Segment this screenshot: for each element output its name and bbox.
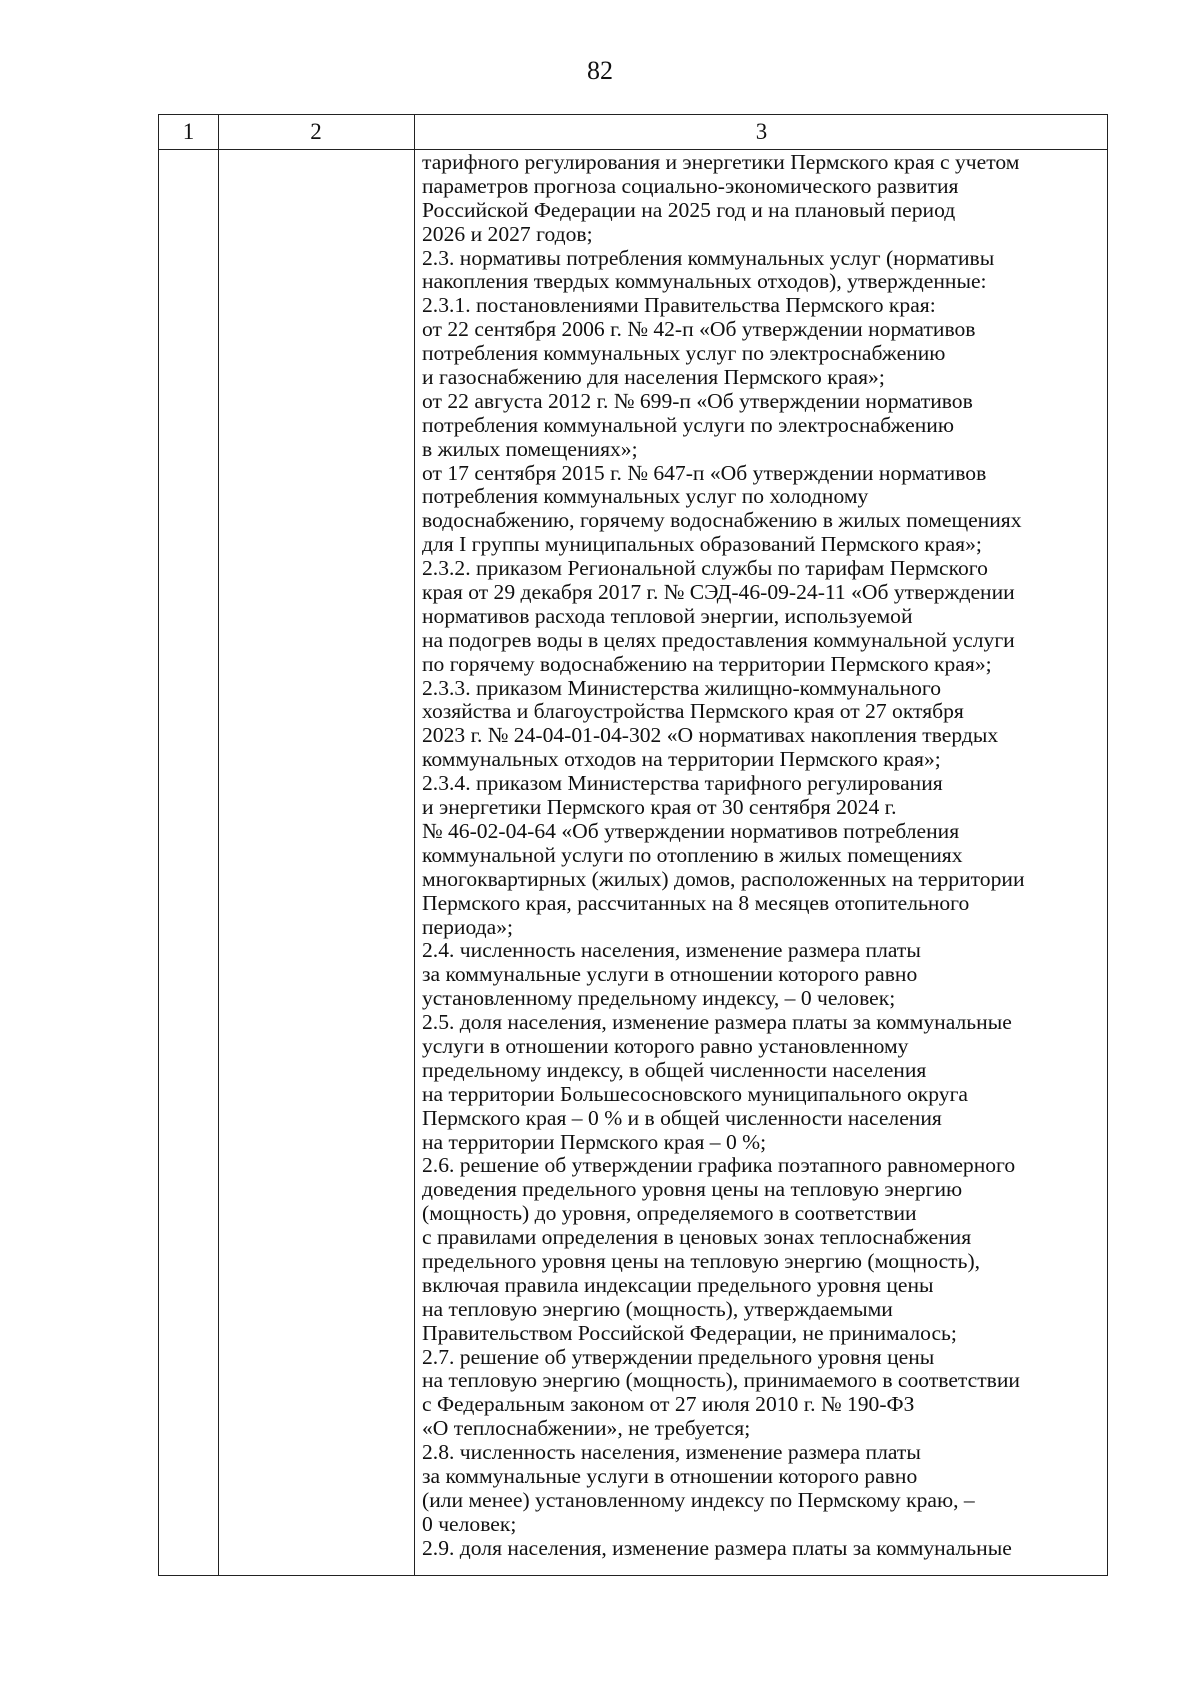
text-line: «О теплоснабжении», не требуется; (422, 1417, 751, 1441)
text-line: и газоснабжению для населения Пермского края»; (422, 366, 885, 390)
text-line: параметров прогноза социально-экономического развития (422, 174, 959, 198)
text-line: 2.8. численность населения, изменение размера платы (422, 1441, 921, 1465)
text-line: 2.7. решение об утверждении предельного уровня цены (422, 1345, 935, 1369)
text-line: на подогрев воды в целях предоставления коммунальной услуги (422, 628, 1015, 652)
text-line: доведения предельного уровня цены на тепловую энергию (422, 1178, 963, 1202)
text-line: на тепловую энергию (мощность), принимаемого в соответствии (422, 1369, 1020, 1393)
text-line: Российской Федерации на 2025 год и на плановый период (422, 198, 956, 222)
text-line: хозяйства и благоустройства Пермского края от 27 октября (422, 700, 964, 724)
text-line: предельного уровня цены на тепловую энергию (мощность), (422, 1249, 981, 1273)
column-header-2: 2 (310, 119, 322, 144)
text-line: 2.6. решение об утверждении графика поэтапного равномерного (422, 1154, 1016, 1178)
text-line: потребления коммунальной услуги по электроснабжению (422, 413, 954, 437)
text-line: от 17 сентября 2015 г. № 647-п «Об утверждении нормативов (422, 461, 987, 485)
text-line: за коммунальные услуги в отношении которого равно (422, 1464, 918, 1488)
text-line: 2.3. нормативы потребления коммунальных услуг (нормативы (422, 246, 995, 270)
text-line: от 22 августа 2012 г. № 699-п «Об утверждении нормативов (422, 389, 973, 413)
text-line: в жилых помещениях»; (422, 437, 638, 461)
text-line: 2023 г. № 24-04-01-04-302 «О нормативах накопления твердых (422, 724, 999, 748)
text-line: водоснабжению, горячему водоснабжению в жилых помещениях (422, 509, 1022, 533)
text-line: тарифного регулирования и энергетики Пермского края с учетом (422, 151, 1020, 174)
text-line: 0 человек; (422, 1512, 517, 1536)
document-table (158, 114, 1108, 1576)
text-line: нормативов расхода тепловой энергии, используемой (422, 604, 913, 628)
text-line: 2.3.3. приказом Министерства жилищно-коммунального (422, 676, 941, 700)
text-line: по горячему водоснабжению на территории Пермского края»; (422, 652, 992, 676)
header-divider (159, 149, 1107, 150)
text-line: 2.3.2. приказом Региональной службы по тарифам Пермского (422, 557, 988, 581)
column-3-text (422, 151, 1107, 1561)
text-line: 2.9. доля населения, изменение размера платы за коммунальные (422, 1536, 1012, 1560)
text-line: с правилами определения в ценовых зонах теплоснабжения (422, 1226, 972, 1250)
text-line: коммунальных отходов на территории Пермского края»; (422, 748, 941, 772)
column-header-1: 1 (182, 119, 195, 144)
column-header-3: 3 (755, 119, 768, 144)
text-line: на территории Пермского края – 0 %; (422, 1130, 767, 1154)
column-divider-2 (414, 115, 415, 1575)
text-line: с Федеральным законом от 27 июля 2010 г. № 190-ФЗ (422, 1393, 915, 1417)
text-line: (или менее) установленному индексу по Пермскому краю, – (422, 1488, 975, 1512)
text-line: № 46-02-04-64 «Об утверждении нормативов потребления (422, 819, 960, 843)
text-line: коммунальной услуги по отоплению в жилых помещениях (422, 843, 963, 867)
page-number: 82 (587, 56, 613, 85)
text-line: потребления коммунальных услуг по холодному (422, 485, 869, 509)
text-line: за коммунальные услуги в отношении которого равно (422, 963, 918, 987)
text-line: от 22 сентября 2006 г. № 42-п «Об утверждении нормативов (422, 318, 976, 342)
text-line: 2.3.1. постановлениями Правительства Пермского края: (422, 294, 936, 318)
text-line: Правительством Российской Федерации, не принималось; (422, 1321, 957, 1345)
text-line: установленному предельному индексу, – 0 человек; (422, 987, 896, 1011)
text-line: Пермского края – 0 % и в общей численности населения (422, 1106, 942, 1130)
text-line: 2.4. численность населения, изменение размера платы (422, 939, 921, 963)
text-line: предельному индексу, в общей численности населения (422, 1058, 927, 1082)
text-line: многоквартирных (жилых) домов, расположенных на территории (422, 867, 1025, 891)
text-line: 2.3.4. приказом Министерства тарифного регулирования (422, 772, 943, 796)
text-line: на территории Большесосновского муниципального округа (422, 1082, 969, 1106)
text-line: и энергетики Пермского края от 30 сентября 2024 г. (422, 796, 897, 820)
text-line: (мощность) до уровня, определяемого в соответствии (422, 1202, 917, 1226)
column-divider-1 (218, 115, 219, 1575)
text-line: потребления коммунальных услуг по электроснабжению (422, 342, 946, 366)
text-line: периода»; (422, 915, 514, 939)
text-line: 2.5. доля населения, изменение размера платы за коммунальные (422, 1011, 1012, 1035)
text-line: услуги в отношении которого равно установленному (422, 1034, 909, 1058)
text-line: для I группы муниципальных образований Пермского края»; (422, 533, 982, 557)
text-line: на тепловую энергию (мощность), утверждаемыми (422, 1297, 893, 1321)
text-line: 2026 и 2027 годов; (422, 222, 593, 246)
text-line: края от 29 декабря 2017 г. № СЭД-46-09-24-11 «Об утверждении (422, 581, 1015, 605)
text-line: накопления твердых коммунальных отходов), утвержденные: (422, 270, 987, 294)
text-line: включая правила индексации предельного уровня цены (422, 1273, 934, 1297)
text-line: Пермского края, рассчитанных на 8 месяцев отопительного (422, 891, 970, 915)
